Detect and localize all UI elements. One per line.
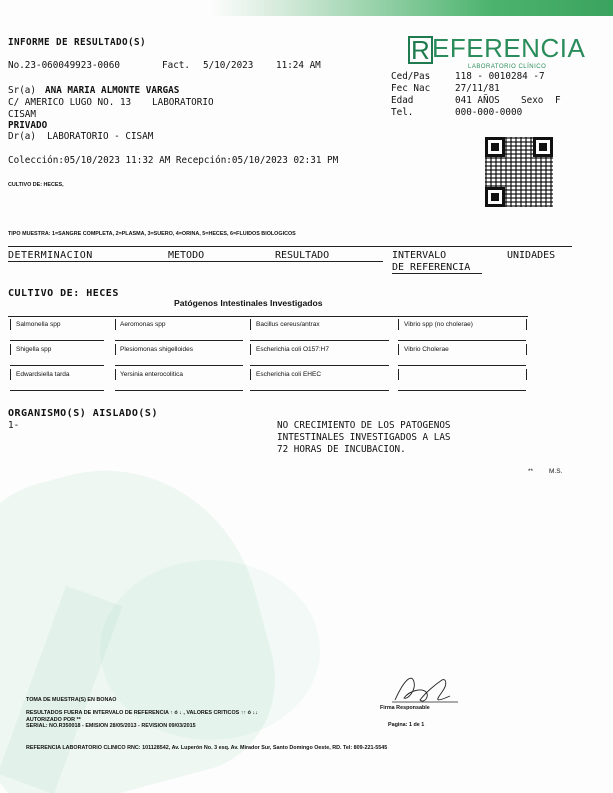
cell-underline bbox=[10, 390, 104, 391]
ced-label: Ced/Pas bbox=[391, 71, 431, 82]
pathogen-cell: Edwardsiella tarda bbox=[16, 371, 70, 378]
pathogen-cell: Shigella spp bbox=[16, 346, 52, 353]
col-intervalo: INTERVALO bbox=[392, 250, 447, 261]
cell-underline bbox=[398, 390, 526, 391]
referencia-logo bbox=[408, 33, 586, 76]
signature-image bbox=[390, 670, 460, 710]
table-divider bbox=[398, 319, 399, 330]
col-unidades: UNIDADES bbox=[507, 250, 556, 261]
section-title: CULTIVO DE: HECES bbox=[8, 288, 119, 299]
cell-underline bbox=[398, 340, 526, 341]
cell-underline bbox=[10, 365, 104, 366]
header-rule-top bbox=[8, 246, 572, 247]
resultados-fuera: RESULTADOS FUERA DE INTERVALO DE REFERENCIA ↑ ó ↓ , VALORES CRITICOS ↑↑ ó ↓↓ bbox=[26, 710, 258, 716]
table-divider bbox=[526, 319, 527, 330]
organism-index: 1- bbox=[8, 420, 20, 431]
col-metodo: METODO bbox=[168, 250, 205, 261]
logo-wordmark: EFERENCIA bbox=[432, 33, 586, 63]
fact-time: 11:24 AM bbox=[276, 60, 321, 71]
fec-label: Fec Nac bbox=[391, 83, 431, 94]
pathogen-cell: Vibrio Cholerae bbox=[404, 346, 449, 353]
fec-value: 27/11/81 bbox=[455, 83, 500, 94]
pathogen-cell: Bacillus cereus/antrax bbox=[256, 321, 320, 328]
cell-underline bbox=[10, 340, 104, 341]
header-rule-underline bbox=[392, 273, 482, 274]
table-divider bbox=[398, 344, 399, 355]
table-divider bbox=[250, 319, 251, 330]
fact-label: Fact. bbox=[162, 60, 190, 71]
doctor-name: LABORATORIO - CISAM bbox=[47, 131, 154, 142]
cell-underline bbox=[250, 390, 389, 391]
initials: M.S. bbox=[549, 468, 563, 475]
pathogen-cell: Escherichia coli O157:H7 bbox=[256, 346, 329, 353]
sexo-label: Sexo bbox=[521, 95, 544, 106]
culture-of: CULTIVO DE: HECES, bbox=[8, 182, 64, 188]
report-number: No.23-060049923-0060 bbox=[8, 60, 120, 71]
autorizado: AUTORIZADO POR ** bbox=[26, 717, 81, 723]
doctor-label: Dr(a) bbox=[8, 131, 36, 142]
table-divider bbox=[10, 369, 11, 380]
collection-line: Colección:05/10/2023 11:32 AM Recepción:05/10/2023 02:31 PM bbox=[8, 155, 339, 166]
cell-underline bbox=[115, 340, 243, 341]
table-divider bbox=[10, 344, 11, 355]
patient-address: C/ AMERICO LUGO NO. 13 bbox=[8, 97, 132, 108]
salutation: Sr(a) bbox=[8, 85, 36, 96]
header-rule-bottom bbox=[8, 261, 383, 262]
fact-date: 5/10/2023 bbox=[203, 60, 254, 71]
page-counter: Pagina: 1 de 1 bbox=[388, 722, 425, 728]
pathogen-cell: Aeromonas spp bbox=[120, 321, 166, 328]
pathogen-cell: Vibrio spp (no cholerae) bbox=[404, 321, 473, 328]
result-line: 72 HORAS DE INCUBACION. bbox=[277, 444, 406, 455]
ced-value: 118 - 0010284 -7 bbox=[455, 71, 545, 82]
pathogen-cell: Escherichia coli EHEC bbox=[256, 371, 322, 378]
lab-word: LABORATORIO bbox=[152, 97, 214, 108]
clinic-name: CISAM bbox=[8, 109, 36, 120]
serial: SERIAL: NO.R350018 - EMISION 28/05/2013 - REVISION 09/03/2015 bbox=[26, 723, 196, 729]
result-line: INTESTINALES INVESTIGADOS A LAS bbox=[277, 432, 451, 443]
header-green-band bbox=[210, 0, 613, 16]
col-resultado: RESULTADO bbox=[275, 250, 330, 261]
report-title: INFORME DE RESULTADO(S) bbox=[8, 37, 146, 48]
logo-r-mark: R bbox=[408, 36, 433, 64]
organism-title: ORGANISMO(S) AISLADO(S) bbox=[8, 408, 158, 419]
cell-underline bbox=[115, 365, 243, 366]
qr-finder bbox=[533, 137, 553, 157]
table-divider bbox=[526, 369, 527, 380]
table-divider bbox=[10, 319, 11, 330]
logo-subtitle: LABORATORIO CLÍNICO bbox=[468, 64, 547, 70]
qr-code bbox=[485, 137, 553, 207]
marker: ** bbox=[528, 468, 534, 475]
patient-type: PRIVADO bbox=[8, 120, 48, 131]
edad-value: 041 AÑOS bbox=[455, 95, 500, 106]
table-divider bbox=[250, 369, 251, 380]
sample-types: TIPO MUESTRA: 1=SANGRE COMPLETA, 2=PLASMA, 3=SUERO, 4=ORINA, 5=HECES, 6=FLUIDOS BIOLOGICOS bbox=[8, 231, 296, 237]
tel-value: 000-000-0000 bbox=[455, 107, 523, 118]
cell-underline bbox=[398, 365, 526, 366]
col-de-referencia: DE REFERENCIA bbox=[392, 262, 471, 273]
section-subtitle: Patógenos Intestinales Investigados bbox=[174, 298, 323, 308]
patient-name: ANA MARIA ALMONTE VARGAS bbox=[45, 85, 180, 96]
pathogen-cell: Plesiomonas shigelloides bbox=[120, 346, 193, 353]
cell-underline bbox=[250, 340, 389, 341]
table-divider bbox=[398, 369, 399, 380]
qr-finder bbox=[485, 187, 505, 207]
sexo-value: F bbox=[555, 95, 561, 106]
firma-responsable: Firma Responsable bbox=[380, 705, 430, 711]
table-divider bbox=[115, 369, 116, 380]
cell-underline bbox=[250, 365, 389, 366]
tel-label: Tel. bbox=[391, 107, 414, 118]
table-rule bbox=[8, 316, 528, 317]
qr-finder bbox=[485, 137, 505, 157]
table-divider bbox=[115, 344, 116, 355]
table-divider bbox=[250, 344, 251, 355]
edad-label: Edad bbox=[391, 95, 414, 106]
table-divider bbox=[115, 319, 116, 330]
table-divider bbox=[526, 344, 527, 355]
toma-muestra: TOMA DE MUESTRA(S) EN BONAO bbox=[26, 697, 117, 703]
cell-underline bbox=[115, 390, 243, 391]
pathogen-cell: Salmonella spp bbox=[16, 321, 61, 328]
col-determinacion: DETERMINACION bbox=[8, 250, 93, 261]
pathogen-cell: Yersinia enterocolitica bbox=[120, 371, 183, 378]
result-line: NO CRECIMIENTO DE LOS PATOGENOS bbox=[277, 420, 451, 431]
lab-address: REFERENCIA LABORATORIO CLINICO RNC: 101128542, Av. Luperón No. 3 esq. Av. Mirador Sur, Santo Domingo Oeste, RD. Tel: 809-221-5545 bbox=[26, 745, 388, 751]
